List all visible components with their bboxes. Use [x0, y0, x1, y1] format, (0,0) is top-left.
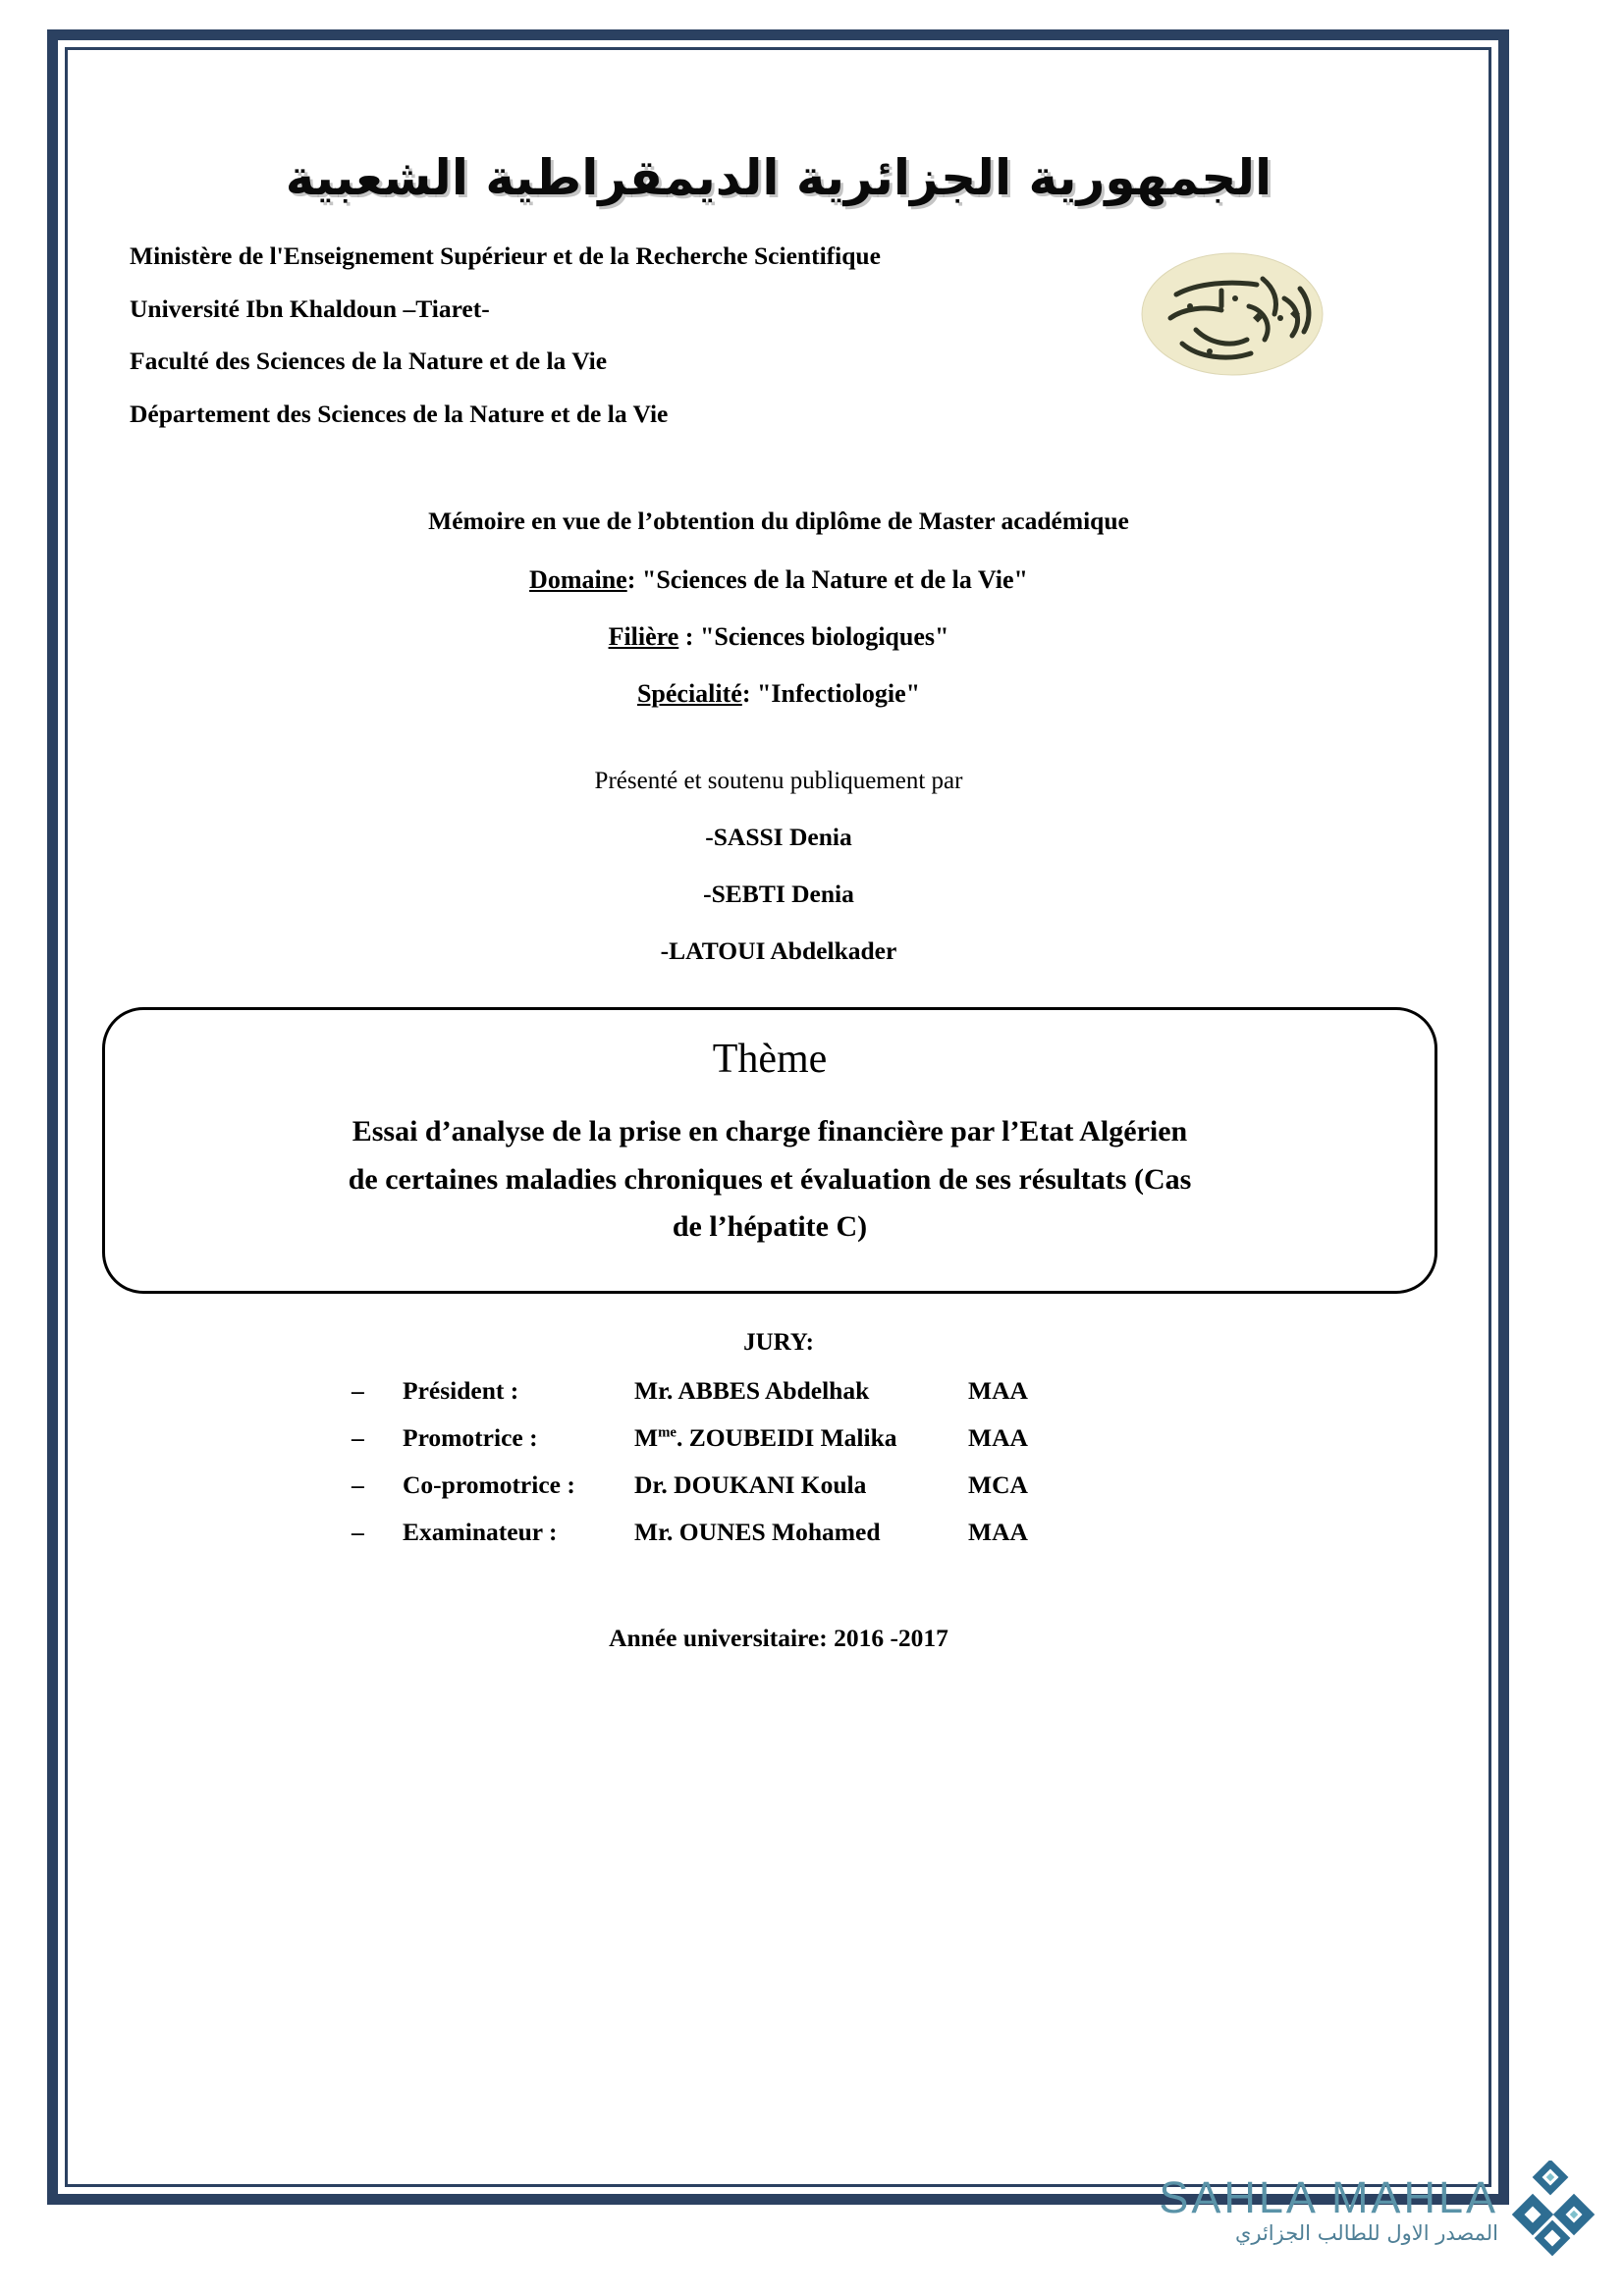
jury-dash-icon: –: [352, 1517, 364, 1546]
jury-dash-icon: –: [352, 1422, 364, 1452]
watermark-text: [1159, 2172, 1508, 2245]
jury-name-sup: me: [658, 1424, 677, 1441]
thesis-title: [140, 1108, 1399, 1252]
author-name: -LATOUI Abdelkader: [660, 936, 897, 965]
jury-member-name: [634, 1470, 968, 1500]
university-logo-icon: [1137, 249, 1327, 379]
jury-grade: MAA: [968, 1422, 1028, 1452]
filiere-label: Filière: [608, 622, 679, 651]
domaine-value: "Sciences de la Nature et de la Vie": [641, 565, 1028, 594]
specialite-separator: :: [741, 679, 757, 708]
jury-name-text: . ZOUBEIDI Malika: [676, 1422, 897, 1452]
domaine-row: [94, 565, 1463, 595]
theme-box: [102, 1007, 1437, 1294]
page-content: [94, 59, 1463, 2169]
jury-name-prefix: Mr.: [634, 1375, 674, 1405]
arabic-republic-heading: الجمهورية الجزائرية الديمقراطية الشعبية: [285, 149, 1272, 206]
jury-member-name: [634, 1376, 968, 1406]
diploma-statement: Mémoire en vue de l’obtention du diplôme de Master académique: [428, 507, 1129, 535]
jury-dash-icon: –: [352, 1375, 364, 1405]
faculty-line: Faculté des Sciences de la Nature et de la Vie: [130, 347, 608, 375]
jury-list: [352, 1376, 1206, 1547]
domaine-separator: :: [626, 565, 642, 594]
watermark-subtitle: المصدر الاول للطالب الجزائري: [1234, 2221, 1498, 2245]
jury-grade: MAA: [968, 1375, 1028, 1405]
author-name: -SEBTI Denia: [703, 880, 854, 908]
jury-member-name: [634, 1518, 968, 1547]
thesis-title-line: de certaines maladies chroniques et évaluation de ses résultats (Cas: [348, 1162, 1192, 1196]
jury-role: Examinateur :: [403, 1517, 558, 1546]
jury-role: Promotrice :: [403, 1422, 538, 1452]
specialite-label: Spécialité: [636, 679, 742, 708]
thesis-title-line: de l’hépatite C): [672, 1210, 868, 1244]
domaine-label: Domaine: [529, 565, 627, 594]
specialite-row: [94, 679, 1463, 709]
jury-name-text: DOUKANI Koula: [667, 1469, 867, 1499]
jury-name-prefix: M: [634, 1422, 659, 1452]
diploma-block: [94, 507, 1463, 709]
ministry-line: Ministère de l'Enseignement Supérieur et de la Recherche Scientifique: [130, 241, 881, 270]
sahla-mahla-logo-icon: [1508, 2161, 1598, 2259]
filiere-row: [94, 622, 1463, 652]
jury-name-text: ABBES Abdelhak: [673, 1375, 870, 1405]
thesis-title-line: Essai d’analyse de la prise en charge financière par l’Etat Algérien: [352, 1115, 1188, 1148]
jury-heading: JURY:: [743, 1328, 814, 1356]
jury-dash-icon: –: [352, 1469, 364, 1499]
jury-row: [352, 1376, 1206, 1406]
author-name: -SASSI Denia: [705, 823, 852, 851]
jury-row: [352, 1518, 1206, 1547]
jury-name-prefix: Dr.: [634, 1469, 668, 1499]
jury-name-text: OUNES Mohamed: [673, 1517, 881, 1546]
jury-grade: MCA: [968, 1469, 1028, 1499]
jury-grade: MAA: [968, 1517, 1028, 1546]
jury-row: [352, 1423, 1206, 1453]
jury-section: [94, 1329, 1463, 1547]
specialite-value: "Infectiologie": [756, 679, 921, 708]
academic-year: Année universitaire: 2016 -2017: [609, 1623, 948, 1652]
jury-role: Co-promotrice :: [403, 1469, 575, 1499]
theme-label: Thème: [712, 1037, 828, 1082]
institution-header-block: [94, 243, 1463, 426]
jury-role: Président :: [403, 1375, 519, 1405]
jury-name-prefix: Mr.: [634, 1517, 674, 1546]
watermark-title: SAHLA MAHLA: [1159, 2172, 1498, 2222]
filiere-separator: :: [678, 622, 700, 651]
jury-member-name: [634, 1423, 968, 1453]
jury-row: [352, 1470, 1206, 1500]
university-line: Université Ibn Khaldoun –Tiaret-: [130, 294, 490, 323]
sahla-mahla-watermark: [1159, 2161, 1598, 2259]
filiere-value: "Sciences biologiques": [699, 622, 949, 651]
presented-by-label: Présenté et soutenu publiquement par: [594, 768, 963, 794]
department-line: Département des Sciences de la Nature et de la Vie: [130, 399, 669, 428]
